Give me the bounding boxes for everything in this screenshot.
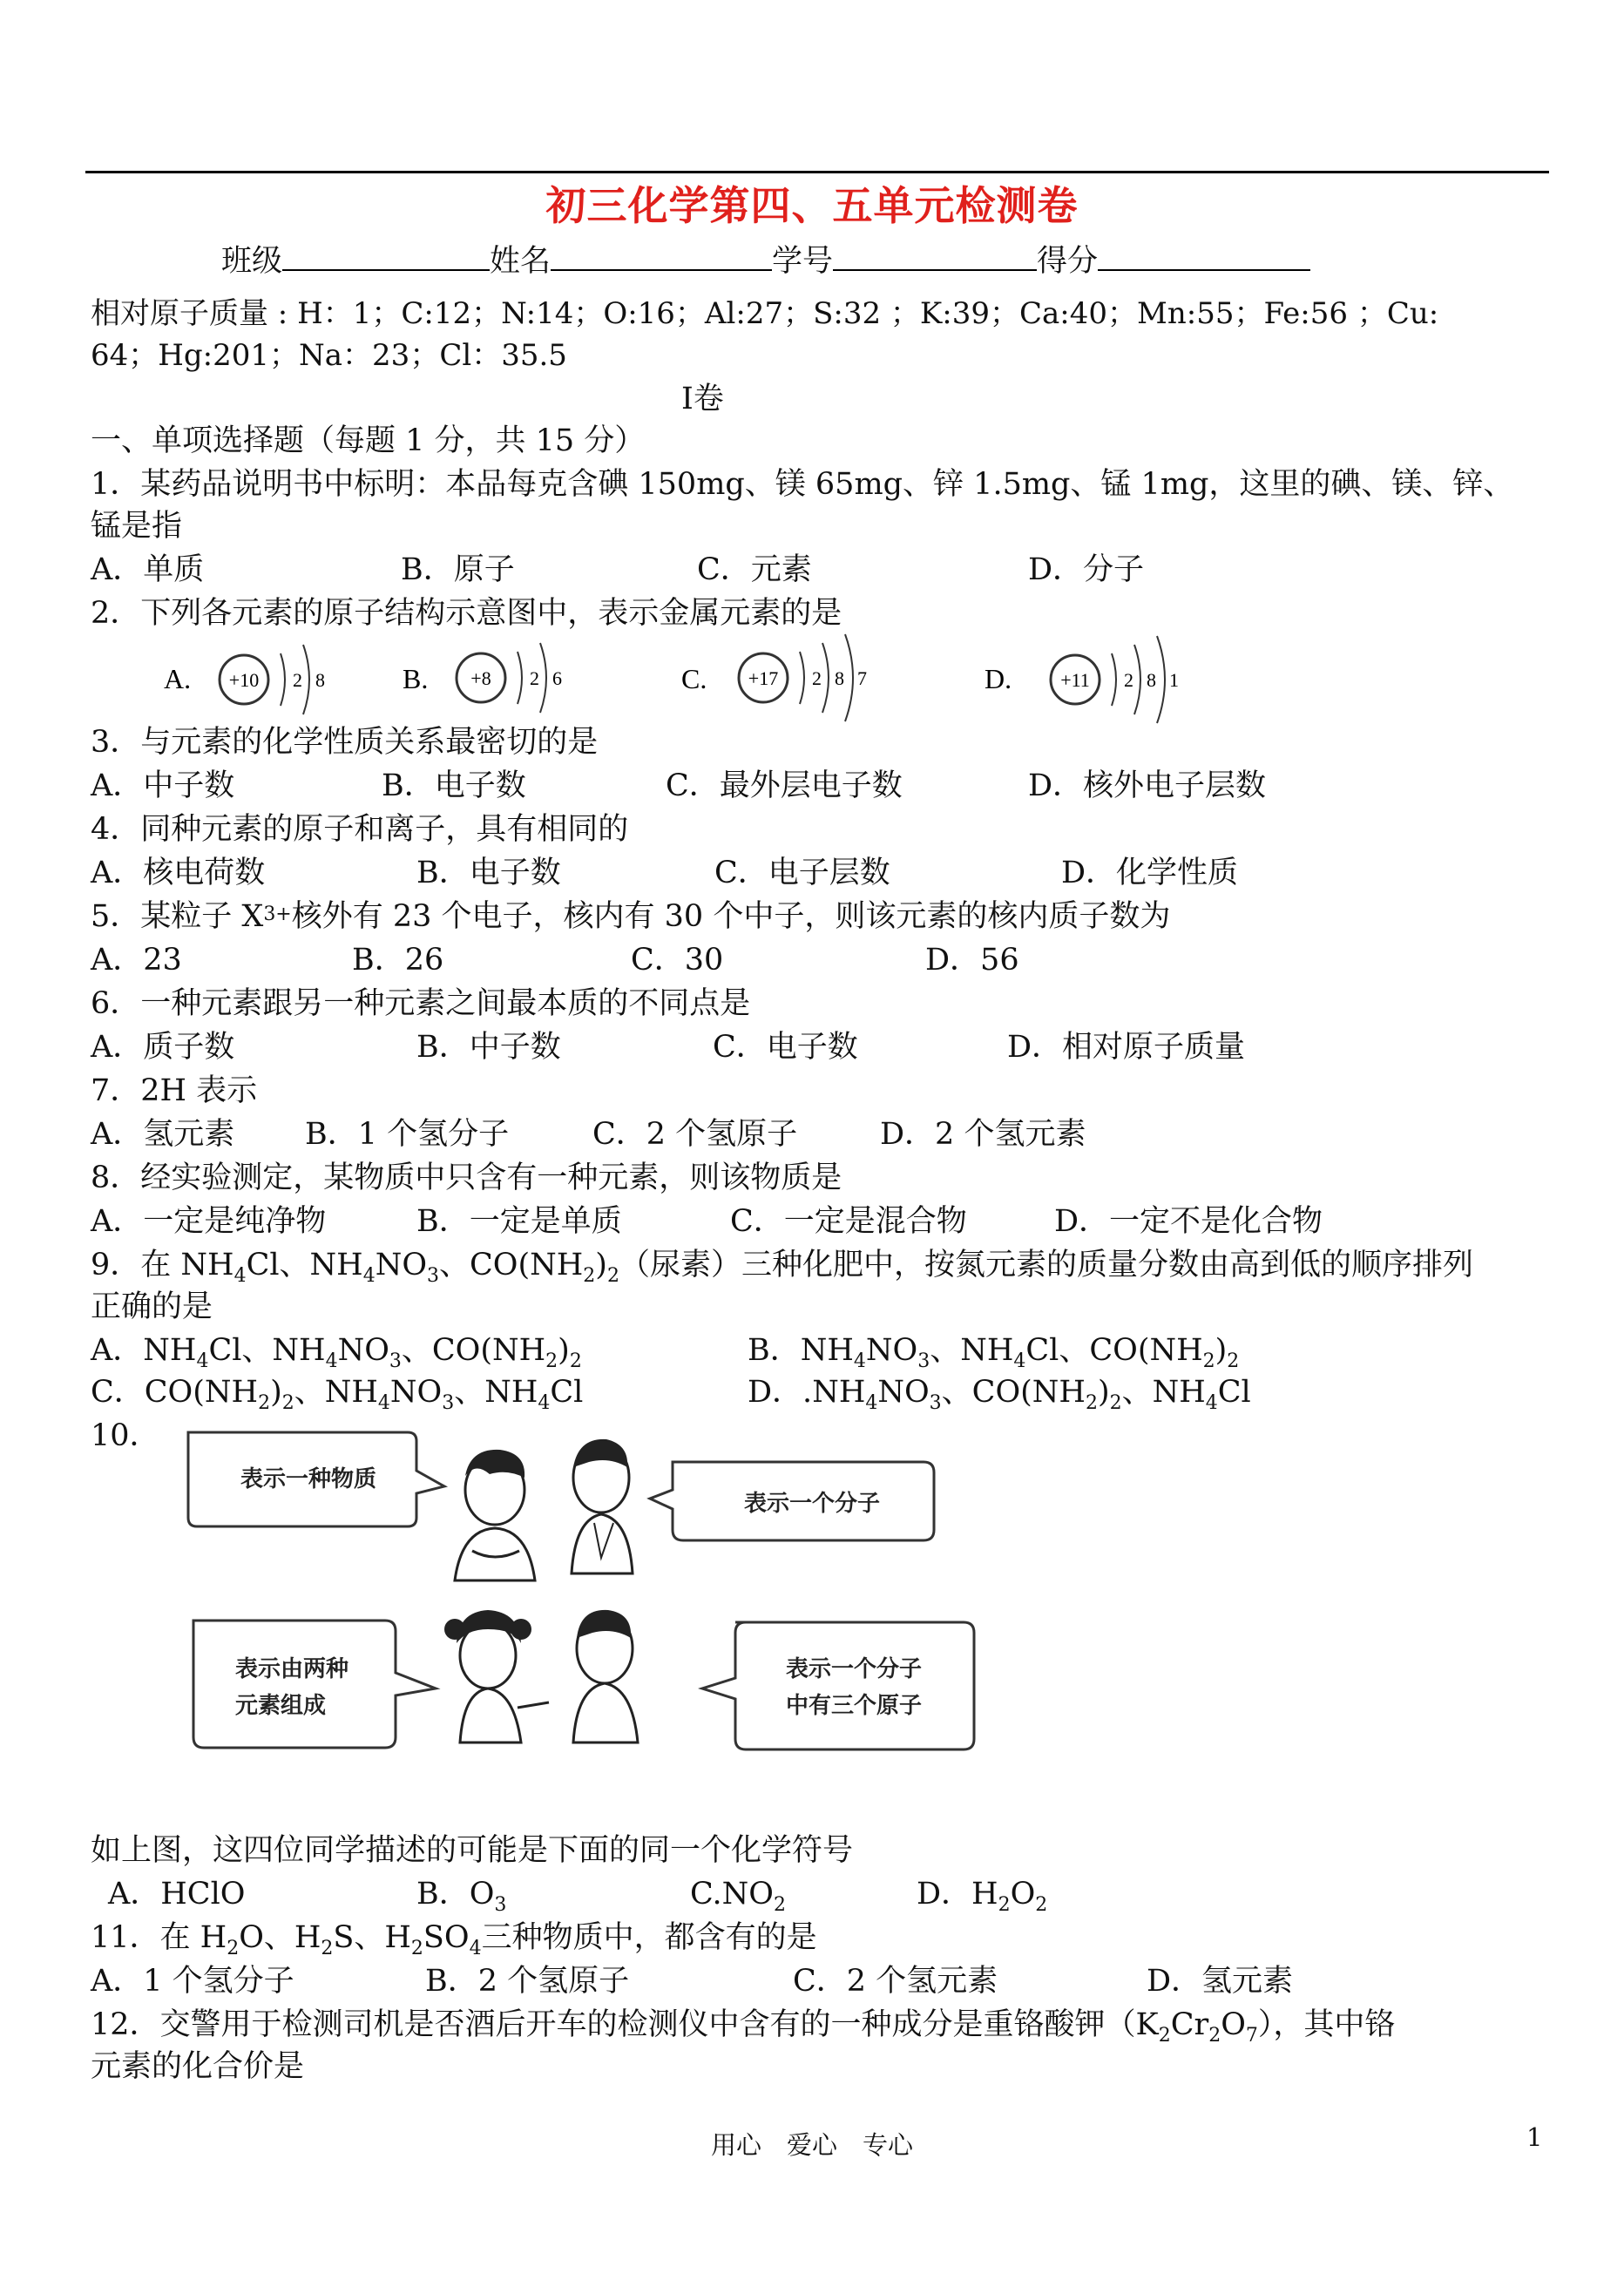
q8-stem: 8．经实验测定，某物质中只含有一种元素，则该物质是	[91, 1161, 842, 1195]
q10-option-b[interactable]: B．$O_3$	[416, 1877, 507, 1916]
q10-option-d-label-o: O	[1010, 1877, 1036, 1912]
q10-bubble-4-text-1: 表示一个分子	[786, 1656, 923, 1682]
q9-option-a-label: A．	[91, 1333, 144, 1368]
q2-diagram-c-nucleus: +17	[748, 667, 779, 689]
field-score-label: 得分	[1037, 244, 1099, 279]
q7-stem: 7．2H 表示	[91, 1073, 258, 1108]
q10-option-c-label: C.NO	[690, 1877, 774, 1912]
q5-option-b[interactable]: B．26	[352, 943, 444, 978]
q2-diagram-c-label: C.	[681, 663, 707, 694]
q2-diagram-b[interactable]	[403, 643, 562, 713]
q10-bubble-3	[193, 1621, 436, 1748]
q1-option-d[interactable]: D．分子	[1028, 552, 1145, 587]
q10-bubble-4-text-2: 中有三个原子	[786, 1693, 923, 1719]
q9-stem-post: （尿素）三种化肥中，按氮元素的质量分数由高到低的顺序排列	[619, 1248, 1473, 1282]
q4-option-d[interactable]: D．化学性质	[1061, 856, 1239, 890]
q2-diagram-d-shell1: 2	[1124, 669, 1133, 691]
q5-option-c[interactable]: C．30	[631, 943, 724, 978]
q12-stem-line1-end: ），其中铬	[1257, 2007, 1396, 2042]
q10-option-b-label: B．O	[416, 1877, 495, 1912]
q9-option-d[interactable]: D．$.NH_4NO_3$、$CO(NH_2)_2$、$NH_4Cl$	[748, 1375, 1251, 1414]
q5-stem-post: 核外有 23 个电子，核内有 30 个中子，则该元素的核内质子数为	[291, 899, 1171, 934]
q10-student-1	[455, 1450, 535, 1580]
q11-option-c[interactable]: C．2 个氢元素	[793, 1964, 998, 1999]
q4-option-b[interactable]: B．电子数	[416, 856, 561, 890]
q9-stem-pre: 9．在	[91, 1248, 181, 1282]
q1-stem-line2: 锰是指	[91, 509, 183, 544]
q3-stem: 3．与元素的化学性质关系最密切的是	[91, 725, 599, 760]
q5-option-a[interactable]: A．23	[91, 943, 182, 978]
q3-option-d[interactable]: D．核外电子层数	[1028, 768, 1267, 803]
q6-option-a[interactable]: A．质子数	[91, 1030, 235, 1065]
q5-stem	[91, 897, 1170, 936]
q8-option-d[interactable]: D．一定不是化合物	[1054, 1204, 1323, 1239]
q10-stem: 如上图，这四位同学描述的可能是下面的同一个化学符号	[91, 1833, 854, 1868]
q7-option-b[interactable]: B．1 个氢分子	[305, 1117, 510, 1152]
q1-option-c[interactable]: C．元素	[697, 552, 812, 587]
q4-option-a[interactable]: A．核电荷数	[91, 856, 266, 890]
q2-diagram-c[interactable]	[681, 634, 867, 721]
q5-stem-sup: 3+	[263, 903, 292, 925]
q3-option-b[interactable]: B．电子数	[382, 768, 526, 803]
q2-diagram-a-shell1: 2	[293, 669, 302, 691]
q9-option-b[interactable]: B．$NH_4NO_3$、$NH_4Cl$、$CO(NH_2)_2$	[748, 1333, 1240, 1372]
q7-option-a[interactable]: A．氢元素	[91, 1117, 235, 1152]
q2-diagram-b-shell1: 2	[530, 667, 539, 689]
q6-stem: 6．一种元素跟另一种元素之间最本质的不同点是	[91, 986, 751, 1021]
q10-cartoon-figure	[183, 1427, 985, 1758]
q3-option-c[interactable]: C．最外层电子数	[666, 768, 903, 803]
q1-stem-line1: 1．某药品说明书中标明：本品每克含碘 150mg、镁 65mg、锌 1.5mg、锰 1mg，这里的碘、镁、锌、	[91, 467, 1514, 502]
q11-option-a[interactable]: A．1 个氢分子	[91, 1964, 294, 1999]
field-score-blank[interactable]	[1098, 243, 1310, 271]
page-title: 初三化学第四、五单元检测卷	[545, 182, 1079, 229]
q10-bubble-2-text: 表示一个分子	[744, 1491, 881, 1517]
q9-option-b-label: B．	[748, 1333, 801, 1368]
q2-diagram-b-label: B.	[403, 663, 429, 694]
q2-diagram-c-shell1: 2	[812, 667, 822, 689]
q2-diagram-d-label: D.	[985, 663, 1012, 694]
q10-number: 10．	[91, 1418, 160, 1453]
field-id-blank[interactable]	[833, 243, 1037, 271]
page-number: 1	[1526, 2122, 1543, 2152]
q10-student-2	[572, 1439, 633, 1573]
q2-diagram-b-shell2: 6	[552, 667, 562, 689]
q8-option-c[interactable]: C．一定是混合物	[730, 1204, 967, 1239]
q11-option-b[interactable]: B．2 个氢原子	[425, 1964, 630, 1999]
q2-diagram-d-nucleus: +11	[1060, 669, 1090, 691]
q6-option-b[interactable]: B．中子数	[416, 1030, 561, 1065]
q4-option-c[interactable]: C．电子层数	[714, 856, 890, 890]
q2-diagram-d-shell3: 1	[1169, 669, 1179, 691]
field-name-blank[interactable]	[551, 243, 772, 271]
field-name-label: 姓名	[490, 244, 551, 279]
q2-atomic-diagrams	[131, 629, 1246, 734]
q10-student-4	[573, 1610, 638, 1742]
q7-option-c[interactable]: C．2 个氢原子	[592, 1117, 798, 1152]
q8-option-a[interactable]: A．一定是纯净物	[91, 1204, 327, 1239]
q2-diagram-c-shell2: 8	[835, 667, 844, 689]
q9-stem-line2: 正确的是	[91, 1289, 213, 1324]
q2-diagram-a-label: A.	[164, 663, 192, 694]
q11-stem-post: 三种物质中，都含有的是	[481, 1920, 817, 1955]
q12-stem-line1: 12．交警用于检测司机是否酒后开车的检测仪中含有的一种成分是重铬酸钾$(K_2Cr_2O_7)$，其中铬	[91, 2007, 1396, 2047]
q10-bubble-3-text-2: 元素组成	[235, 1693, 327, 1719]
q9-option-c[interactable]: C．$CO(NH_2)_2$、$NH_4NO_3$、$NH_4Cl$	[91, 1375, 584, 1414]
q8-option-b[interactable]: B．一定是单质	[416, 1204, 622, 1239]
q10-bubble-4	[702, 1622, 974, 1749]
q10-option-d[interactable]: D．$H_2O_2$	[917, 1877, 1048, 1916]
header-rule	[85, 171, 1549, 173]
q2-diagram-d-shell2: 8	[1147, 669, 1156, 691]
q2-diagram-b-nucleus: +8	[470, 667, 491, 689]
field-id-label: 学号	[772, 244, 834, 279]
q11-stem-pre: 11．在	[91, 1920, 200, 1955]
q6-option-d[interactable]: D．相对原子质量	[1007, 1030, 1246, 1065]
q4-stem: 4．同种元素的原子和离子，具有相同的	[91, 812, 629, 847]
q11-stem: 11．在 $H_2O$、$H_2S$、$H_2SO_4$三种物质中，都含有的是	[91, 1920, 817, 1959]
q10-student-3	[444, 1610, 549, 1742]
q5-option-d[interactable]: D．56	[925, 943, 1019, 978]
atomic-masses-line1: 相对原子质量 : H：1；C:12；N:14；O:16；Al:27；S:32 ；K:39；Ca:40；Mn:55；Fe:56 ；Cu:	[91, 296, 1439, 331]
q2-diagram-a-shell2: 8	[315, 669, 325, 691]
q9-option-d-label: D．.	[748, 1375, 813, 1410]
q10-bubble-3-text-1: 表示由两种	[235, 1656, 349, 1682]
q12-stem-line1-text: 12．交警用于检测司机是否酒后开车的检测仪中含有的一种成分是重铬酸钾（K	[91, 2007, 1159, 2042]
volume-heading: Ⅰ卷	[681, 382, 724, 416]
atomic-masses-line2: 64；Hg:201；Na：23；Cl：35.5	[91, 338, 567, 373]
section-heading: 一、单项选择题（每题 1 分，共 15 分）	[91, 423, 646, 458]
q1-option-b[interactable]: B．原子	[401, 552, 515, 587]
q9-option-c-label: C．	[91, 1375, 145, 1410]
q2-diagram-c-shell3: 7	[857, 667, 867, 689]
q6-option-c[interactable]: C．电子数	[713, 1030, 858, 1065]
page-footer: 用心 爱心 专心	[710, 2130, 913, 2160]
q1-option-a[interactable]: A．单质	[91, 552, 205, 587]
q3-option-a[interactable]: A．中子数	[91, 768, 235, 803]
q2-diagram-d[interactable]	[985, 636, 1179, 723]
q10-option-d-label: D．H	[917, 1877, 998, 1912]
q10-bubble-1-text: 表示一种物质	[240, 1466, 377, 1492]
q9-option-a[interactable]: A．$NH_4Cl$、$NH_4NO_3$、$CO(NH_2)_2$	[91, 1333, 582, 1372]
q12-stem-line2: 元素的化合价是	[91, 2049, 305, 2084]
q2-diagram-a-nucleus: +10	[228, 669, 260, 691]
q7-option-d[interactable]: D．2 个氢元素	[880, 1117, 1086, 1152]
field-class-label: 班级	[221, 244, 283, 279]
q10-option-c[interactable]: $C.NO_2$	[690, 1877, 786, 1916]
q10-option-a[interactable]: A．HClO	[108, 1877, 246, 1912]
q5-stem-pre: 5．某粒子 X	[91, 899, 264, 934]
q2-diagram-a[interactable]	[164, 645, 325, 714]
q11-option-d[interactable]: D．氢元素	[1147, 1964, 1294, 1999]
q9-stem-line1: 9．在 $NH_4Cl$、$NH_4NO_3$、$CO(NH_2)_2$（尿素）三种化肥中，按氮元素的质量分数由高到低的顺序排列	[91, 1248, 1473, 1287]
student-info-row	[221, 242, 1310, 281]
q2-stem: 2．下列各元素的原子结构示意图中，表示金属元素的是	[91, 596, 842, 631]
field-class-blank[interactable]	[282, 243, 490, 271]
